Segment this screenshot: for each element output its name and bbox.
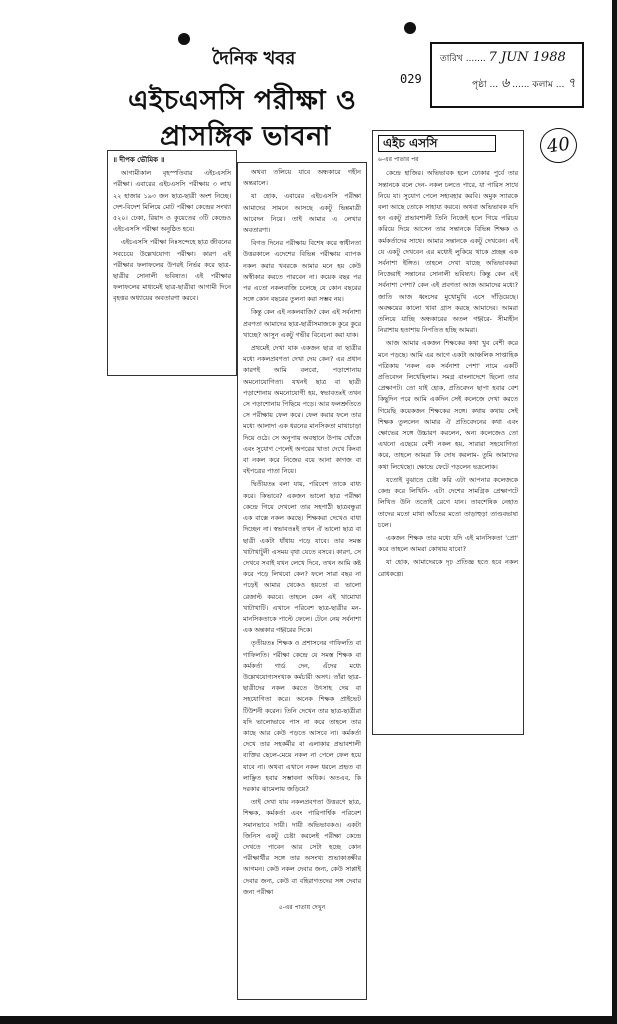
- punch-hole-left: [178, 33, 190, 45]
- archive-date-stamp: তারিখ ....... 7 JUN 1988 পৃষ্ঠা ... ৬ ...... কলাম ... ৭: [430, 42, 584, 108]
- article-column-3: [372, 130, 524, 735]
- col2-paragraph: প্রথমেই দেখা যাক একজন ছাত্র বা ছাত্রীর মধ্যে নকলপ্রবণতা দেখা দেয় কেন? এর প্রধান কারণই আমি বলবো, পড়াশোনায় অমনোযোগিতা। যখনই ছাত্র বা ছাত্রী পড়াশোনায় অমনোযোগী হয়, স্বভাবতঃই তখন সে পড়াশোনায় পিছিয়ে পড়ে। আর ফলশ্রুতিতে সে পরীক্ষায় ফেল করে। ফেল করার ফলে তার মধ্যে আলাদা এক ধরনের মানসিকতা মাথাচাড়া দিয়ে ওঠে। সে অনুপায় অবস্থানে উপায় খোঁজে এবং সুযোগ পেলেই অপরের খাতা দেখে কিংবা বা নকল করে নিজের বয়ে আনা কাগজ বা বইপত্রের পাতা নিয়ে।: [243, 344, 361, 476]
- col2-paragraph: অথবা তলিয়ে যাবে অন্ধকারে গহীন অন্তরালে।: [243, 168, 361, 188]
- col2-paragraph: তাই দেখা যায় নকলপ্রবণতা উত্তরণে ছাত্র, শিক্ষক, কর্মকর্তা এবং পারিপার্শ্বিক পরিবেশ সমানভাবে দায়ী। দায়ী অভিভাবকও। একটা জিনিস একটু চেষ্টা করলেই পরীক্ষা কেন্দ্রে দেখতে পাবেন আর সেটা হচ্ছে কোন পরীক্ষার্থীর সঙ্গে তার অসংখ্য শুভাকাঙ্ক্ষীর আগমন। কেউ নকল দেবার জন্য, কেউ সাপ্লাই দেবার জন্য, কেউ বা বহিরাগতদের সঙ্গ দেবার জন্য পরীক্ষা: [243, 798, 361, 896]
- stamp-date-value: 7 JUN 1988: [488, 50, 566, 65]
- col1-paragraph: এইচএসসি পরীক্ষা নিঃসন্দেহে ছাত্র জীবনের সবচেয়ে উল্লেখযোগ্য পরীক্ষা। কারণ এই পরীক্ষার ফলাফলের উপরই নির্ভর করে ছাত্র-ছাত্রীর সোনালী ভবিষ্যত। এই পরীক্ষার ফলাফলের মাধ্যমেই ছাত্র-ছাত্রীরা আগামী দিনে বৃহত্তর অধ্যায়ের অবতারণা করবে।: [113, 238, 231, 303]
- stamp-column-label: কলাম: [532, 80, 553, 90]
- col3-paragraph: কেন্দ্রে হাজির। অভিভাবক হলে ঢোকার পুর্বে তার সন্তানকে বলে দেন- নকল চলতে পারে, যা পারিস সাথে নিয়ে যা। সুযোগ পেলে সহ্যবহার করবি। অমুক স্যারকে বলা আছে তোকে সাহায্য করবে। অথবা অভিভাবক যদি হন একটু প্রভাবশালী তিনি নিজেই হলে গিয়ে পরিচয় করিয়ে দিয়ে আসেন তার সন্তানকে বিভিন্ন শিক্ষক ও কর্মকর্তাদের সাথে। আমার সন্তানকে একটু দেখবেন। এই যে একটু দেখবেন এর মধ্যেই লুকিয়ে থাকে প্রচ্ছন্ন এক সর্বনাশা ইঙ্গিত। তাহলে দেখা যাচ্ছে অভিভাবকরা নিজেরাই সন্তানের সোনালী ভবিষ্যৎ। কিন্তু কেন এই সর্বনাশা পেশা? কেন এই প্রবণতা আজ আমাদের মধ্যে? জাতি আজ ধ্বংসের মুখোমুখি এসে দাঁড়িয়েছে। অবক্ষয়ের কালো থাবা গ্রাস করছে আমাদের। আমরা তলিয়ে যাচ্ছি অন্ধকারের অতল গহ্বরে- সীমাহীন নিরাশায় হতাশায় নিপতিত হচ্ছি আমরা।: [378, 169, 518, 335]
- headline-line-1: এইচএসসি পরীক্ষা ও: [128, 85, 357, 116]
- author-byline: ॥ দীপক ভৌমিক ॥: [113, 156, 165, 164]
- col3-paragraph: আজ আমার একজন শিক্ষকের কথা খুব বেশী করে মনে পড়ছে। আমি এর আগে একটা আঞ্চলিক সাপ্তাহিক পত্রিকায় 'নকল এক সর্বনাশা পেশা' নামে একটি প্রতিবেদন লিখেছিলাম। সমগ্র বাংলাদেশে ছিলো তার প্রেক্ষাপট। তো যাই হোক, প্রতিবেদন ছাপা হবার বেশ কিছুদিন পরে আমি একদিন সেই কলেজে দেখা করতে গিয়েছি কয়েকজন শিক্ষকের সঙ্গে। কথায় কথায় সেই শিক্ষক তুললেন আমার ঐ প্রতিবেদনের কথা এবং ক্ষোভের সঙ্গে উচ্চারণ করলেন, অন্য কলেজেও তো এখনো এছেয়ে বেশী নকল হয়, সারারা সহযোগিতা করে, তাহলে আমরা কি দোষ করলাম- তুমি আমাদের কথা লিখেছো। ক্ষোভে ফেটে পড়লেন ভদ্রলোক।: [378, 339, 518, 471]
- scan-edge-right: [612, 0, 617, 1024]
- headline-line-2: প্রাসঙ্গিক ভাবনা: [160, 121, 331, 152]
- continuation-heading: এইচ এসসি: [378, 135, 496, 152]
- col3-paragraph: যতোই বুঝাতে চেষ্টা করি এটা আপনার কলেজকে কেন্দ্র করে লিখিনি- এটা দেশের সামগ্রিক প্রেক্ষাপটে লিখিত উনি ততোই রেগে যান। তাবশেষিক নেহাত তাদের মতো মাথা আঁতের মতো তাড়াহুড়া তাণ্ডবভাষা চলে।: [378, 475, 518, 529]
- col2-paragraph: যা হোক, এবারের এইচএসসি পরীক্ষা আমাদের সামনে আসছে একটু ভিন্নমাত্রী আবেদন নিয়ে। তাই আমার এ লেখার অবতারণা।: [243, 192, 361, 235]
- stamp-column-value: ৭: [567, 76, 576, 91]
- newspaper-masthead: দৈনিক খবর: [212, 48, 296, 69]
- circled-page-number: 40: [538, 126, 579, 166]
- continued-from-note: ৬-এর পাতার পর: [378, 156, 419, 164]
- stamp-date-label: তারিখ: [440, 54, 463, 64]
- col2-paragraph: দ্বিতীয়তঃ বলা যায়, পরিবেশ তাকে বাধ্য করে। কিভাবে? একজন ভালো ছাত্র পরীক্ষা কেন্দ্রে গিয়ে দেখলো তার সহপাঠী ছাত্রবন্ধুরা এক বাক্সে নকল করছে। শিক্ষকরা দেখেও বাধা দিচ্ছেন না। স্বভাবতঃই তখন ঐ ভালো ছাত্র বা ছাত্রী একটা ধাঁধায় পড়ে যাবে। তার সমস্ত খাটাখাটুনী এসময় বৃথা যেতে বসবে। কারণ, সে দেখবে সবাই যখন লেখে দিবে, তখন আমি কষ্ট করে পড়ে লিখবো কেন? ফলে সারা বছর না পড়েই আমার থেকেও হয়তো বা ভালো রেজাল্ট করবে। তাহলে কেন এই খামোখা খাটাখাটি। এখানে পরিবেশ ছাত্র-ছাত্রীর মন-মানসিকতাকে পাল্টে ফেলে। টেনে নেয় সর্বনাশা এক অন্তকার গহ্বরের দিকে।: [243, 480, 361, 635]
- col3-paragraph: যা হোক, আমাদেরকে দৃঢ় প্রতিজ্ঞ হতে হবে নকল রোধকল্পে।: [378, 558, 518, 578]
- article-column-1: [107, 150, 237, 376]
- punch-hole-right: [404, 22, 416, 34]
- stamp-page-value: ৬: [500, 76, 510, 91]
- col3-paragraph: একজন শিক্ষক তার মধ্যে যদি এই মানসিকতা 'প্রো' করে তাহলে আমরা কোথায় যাবো?: [378, 533, 518, 554]
- col2-paragraph: কিন্তু কেন এই নকলবাজি? কেন এই সর্বনাশা প্রবণতা আমাদের ছাত্র-ছাত্রীসমাজকে কুরে কুরে খাচ্ছে? আসুন একটু গভীর বিবেচনা করা যাক।: [243, 308, 361, 339]
- article-column-2: [237, 162, 367, 1000]
- col2-paragraph: বিগত দিনের পরীক্ষায় বিশেষ করে স্বাধীনতা উত্তরকালে এদেশের বিভিন্ন পরীক্ষায় ব্যাপক নকল করার খবরকে আমার মনে হয় কেউ অস্বীকার করতে পারবেন না। কয়েক বছর পর পর এতো নকলবাজি চলেছে যে কোন বছরের সঙ্গে কোন বছরের তুলনা করা সম্ভব নয়।: [243, 239, 361, 304]
- stamp-page-label: পৃষ্ঠা: [472, 80, 487, 90]
- col1-paragraph: আগামীকাল বৃহস্পতিবার এইচএসসি পরীক্ষা। এবারের এইচএসসি পরীক্ষায় ৩ লাখ ২২ হাজার ১৯৩ জন ছাত্র-ছাত্রী অংশ নিচ্ছে। দেশ-বিদেশ মিলিয়ে মোট পরীক্ষা কেন্দ্রের সংখ্যা ৫২০। ঢেকা, রিয়াদ ও কুয়েতের ৩টি কেন্দ্রেও এইচএসসি পরীক্ষা অনুষ্ঠিত হবে।: [113, 169, 231, 234]
- scan-edge-bottom: [0, 1016, 617, 1024]
- col2-paragraph: তৃতীয়তঃ শিক্ষক ও প্রশাসনের গাফিলতি বা গাফিলতি। পরীক্ষা কেন্দ্রে যে সমস্ত শিক্ষক বা কর্মকর্তা গার্ড দেন, এঁদের মধ্যে উল্লেখযোগ্যসংখ্যক কর্মচারী অসৎ। তাঁরা ছাত্র-ছাত্রীদের নকল করতে উৎসাহ দেয় বা সহযোগিতা করে। অনেক শিক্ষক প্রাইভেট টিউশনী করেন। তিনি দেখেন তার ছাত্র-ছাত্রীরা যদি ভালোভাবে পাস না করে তাহলে তার কাছে আর কেউ পড়তে আসবে না। কর্মকর্তা দেখে তার সহকর্মীর বা এলাকার প্রভাবশালী ব্যক্তির ছেলে-মেয়ে নকল না পেলে ফেল হয়ে যাবে না। অথবা এখানে নকল ধরলে প্রহৃত বা লাঞ্ছিত হবার সম্ভাবনা অধিক। অতএব, কি দরকার ঝামেলায় জড়িয়ে?: [243, 639, 361, 793]
- continued-on-note: ৫-এর পাতায় দেখুন: [278, 904, 326, 911]
- reference-number: 029: [400, 72, 422, 86]
